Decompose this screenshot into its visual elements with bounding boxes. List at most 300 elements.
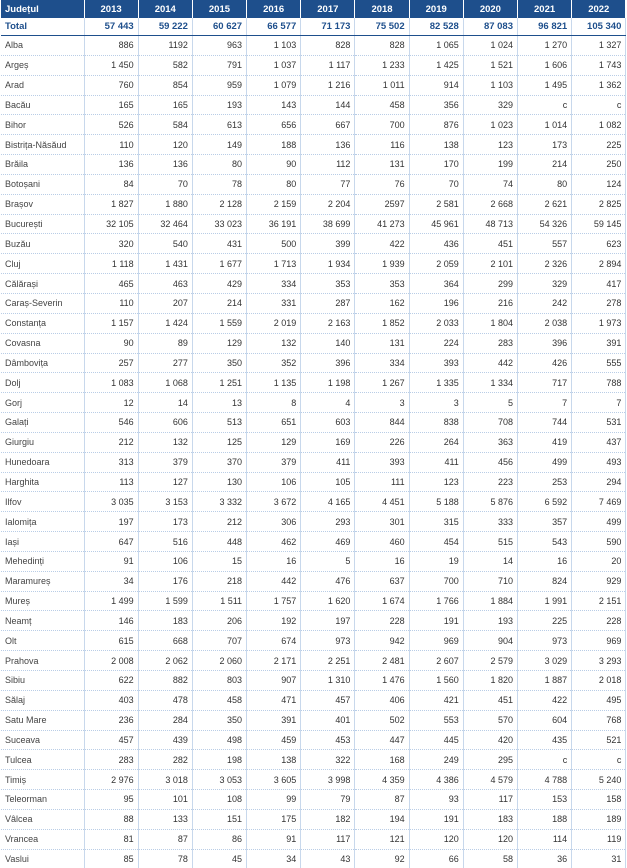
- table-row: [1, 135, 626, 155]
- value-cell: 540: [138, 234, 192, 254]
- value-cell: 1 677: [192, 254, 246, 274]
- value-cell: 153: [518, 790, 572, 810]
- value-cell: 138: [247, 750, 301, 770]
- value-cell: 84: [84, 174, 138, 194]
- value-cell: 448: [192, 532, 246, 552]
- value-cell: 70: [138, 174, 192, 194]
- table-row: [1, 690, 626, 710]
- total-value-cell: 82 528: [409, 18, 463, 36]
- value-cell: 637: [355, 571, 409, 591]
- value-cell: 199: [463, 155, 517, 175]
- value-cell: 436: [409, 234, 463, 254]
- value-cell: 5: [301, 551, 355, 571]
- value-cell: 447: [355, 730, 409, 750]
- value-cell: 526: [84, 115, 138, 135]
- value-cell: 95: [84, 790, 138, 810]
- value-cell: 904: [463, 631, 517, 651]
- county-name-cell: Giurgiu: [1, 432, 84, 452]
- value-cell: 1 934: [301, 254, 355, 274]
- value-cell: 590: [572, 532, 626, 552]
- county-name-cell: Mehedinți: [1, 551, 84, 571]
- value-cell: 283: [84, 750, 138, 770]
- value-cell: 91: [247, 829, 301, 849]
- year-header: 2017: [301, 0, 355, 18]
- value-cell: 4: [301, 393, 355, 413]
- value-cell: 516: [138, 532, 192, 552]
- value-cell: 886: [84, 36, 138, 56]
- value-cell: 3 153: [138, 492, 192, 512]
- value-cell: 828: [355, 36, 409, 56]
- table-row: [1, 75, 626, 95]
- value-cell: 828: [301, 36, 355, 56]
- value-cell: 331: [247, 293, 301, 313]
- value-cell: 7: [572, 393, 626, 413]
- value-cell: 2 101: [463, 254, 517, 274]
- value-cell: 604: [518, 710, 572, 730]
- table-row: [1, 413, 626, 433]
- value-cell: 228: [355, 611, 409, 631]
- value-cell: 2 579: [463, 651, 517, 671]
- value-cell: 2 163: [301, 313, 355, 333]
- value-cell: 2 171: [247, 651, 301, 671]
- value-cell: 1 157: [84, 313, 138, 333]
- value-cell: 451: [463, 690, 517, 710]
- county-name-cell: Mureș: [1, 591, 84, 611]
- value-cell: 278: [572, 293, 626, 313]
- value-cell: 283: [463, 333, 517, 353]
- value-cell: c: [572, 95, 626, 115]
- value-cell: 456: [463, 452, 517, 472]
- value-cell: 329: [518, 274, 572, 294]
- total-value-cell: 60 627: [192, 18, 246, 36]
- value-cell: 2597: [355, 194, 409, 214]
- value-cell: 123: [463, 135, 517, 155]
- value-cell: c: [518, 95, 572, 115]
- value-cell: 45: [192, 849, 246, 868]
- value-cell: 294: [572, 472, 626, 492]
- value-cell: 183: [463, 809, 517, 829]
- value-cell: 129: [192, 333, 246, 353]
- value-cell: 1 083: [84, 373, 138, 393]
- value-cell: 1 117: [301, 55, 355, 75]
- value-cell: 188: [518, 809, 572, 829]
- value-cell: 224: [409, 333, 463, 353]
- value-cell: 973: [518, 631, 572, 651]
- value-cell: 183: [138, 611, 192, 631]
- county-name-cell: Bacău: [1, 95, 84, 115]
- value-cell: 502: [355, 710, 409, 730]
- value-cell: 32 105: [84, 214, 138, 234]
- value-cell: 760: [84, 75, 138, 95]
- value-cell: 1 476: [355, 671, 409, 691]
- value-cell: 844: [355, 413, 409, 433]
- value-cell: 295: [463, 750, 517, 770]
- header-row: [1, 0, 626, 18]
- value-cell: 212: [84, 432, 138, 452]
- value-cell: 2 581: [409, 194, 463, 214]
- county-name-cell: Ialomița: [1, 512, 84, 532]
- value-cell: 350: [192, 353, 246, 373]
- value-cell: 3 035: [84, 492, 138, 512]
- value-cell: 120: [409, 829, 463, 849]
- value-cell: 647: [84, 532, 138, 552]
- value-cell: 1 606: [518, 55, 572, 75]
- value-cell: 80: [518, 174, 572, 194]
- value-cell: 188: [247, 135, 301, 155]
- value-cell: 1 011: [355, 75, 409, 95]
- county-name-cell: București: [1, 214, 84, 234]
- county-name-cell: Suceava: [1, 730, 84, 750]
- table-row: [1, 214, 626, 234]
- table-row: [1, 730, 626, 750]
- table-row: [1, 36, 626, 56]
- value-cell: 5 188: [409, 492, 463, 512]
- value-cell: 4 359: [355, 770, 409, 790]
- value-cell: 1 216: [301, 75, 355, 95]
- value-cell: 113: [84, 472, 138, 492]
- value-cell: 133: [138, 809, 192, 829]
- value-cell: 120: [138, 135, 192, 155]
- value-cell: 803: [192, 671, 246, 691]
- table-row: [1, 849, 626, 868]
- value-cell: 85: [84, 849, 138, 868]
- value-cell: 401: [301, 710, 355, 730]
- value-cell: 1 620: [301, 591, 355, 611]
- value-cell: 451: [463, 234, 517, 254]
- value-cell: 1 884: [463, 591, 517, 611]
- value-cell: 1 431: [138, 254, 192, 274]
- value-cell: 495: [572, 690, 626, 710]
- value-cell: 651: [247, 413, 301, 433]
- value-cell: 3 672: [247, 492, 301, 512]
- value-cell: 1 743: [572, 55, 626, 75]
- value-cell: 1 973: [572, 313, 626, 333]
- total-value-cell: 87 083: [463, 18, 517, 36]
- value-cell: 744: [518, 413, 572, 433]
- value-cell: 34: [84, 571, 138, 591]
- county-name-cell: Constanța: [1, 313, 84, 333]
- value-cell: 99: [247, 790, 301, 810]
- value-cell: 236: [84, 710, 138, 730]
- value-cell: 3 293: [572, 651, 626, 671]
- value-cell: 2 481: [355, 651, 409, 671]
- county-name-cell: Botoșani: [1, 174, 84, 194]
- value-cell: 973: [301, 631, 355, 651]
- value-cell: 2 008: [84, 651, 138, 671]
- value-cell: 15: [192, 551, 246, 571]
- value-cell: 656: [247, 115, 301, 135]
- value-cell: 1 335: [409, 373, 463, 393]
- value-cell: 88: [84, 809, 138, 829]
- value-cell: 110: [84, 293, 138, 313]
- value-cell: 396: [301, 353, 355, 373]
- value-cell: 334: [355, 353, 409, 373]
- value-cell: 20: [572, 551, 626, 571]
- value-cell: 457: [84, 730, 138, 750]
- value-cell: 882: [138, 671, 192, 691]
- table-row: [1, 234, 626, 254]
- value-cell: 3 998: [301, 770, 355, 790]
- county-name-cell: Vâlcea: [1, 809, 84, 829]
- table-row: [1, 512, 626, 532]
- value-cell: 175: [247, 809, 301, 829]
- value-cell: 143: [247, 95, 301, 115]
- county-name-cell: Hunedoara: [1, 452, 84, 472]
- value-cell: 90: [247, 155, 301, 175]
- value-cell: 226: [355, 432, 409, 452]
- value-cell: 420: [463, 730, 517, 750]
- value-cell: 282: [138, 750, 192, 770]
- value-cell: 969: [409, 631, 463, 651]
- value-cell: 191: [409, 809, 463, 829]
- value-cell: 460: [355, 532, 409, 552]
- value-cell: 191: [409, 611, 463, 631]
- value-cell: 379: [138, 452, 192, 472]
- value-cell: 582: [138, 55, 192, 75]
- county-column-header: Județul: [1, 0, 84, 18]
- value-cell: 257: [84, 353, 138, 373]
- table-row: [1, 611, 626, 631]
- value-cell: 117: [301, 829, 355, 849]
- value-cell: 3 605: [247, 770, 301, 790]
- value-cell: 1 827: [84, 194, 138, 214]
- value-cell: 116: [355, 135, 409, 155]
- value-cell: 45 961: [409, 214, 463, 234]
- value-cell: 182: [301, 809, 355, 829]
- value-cell: 531: [572, 413, 626, 433]
- table-row: [1, 790, 626, 810]
- value-cell: 391: [572, 333, 626, 353]
- value-cell: 353: [355, 274, 409, 294]
- value-cell: 38 699: [301, 214, 355, 234]
- year-header: 2021: [518, 0, 572, 18]
- value-cell: 623: [572, 234, 626, 254]
- table-row: [1, 770, 626, 790]
- value-cell: 54 326: [518, 214, 572, 234]
- county-name-cell: Dâmbovița: [1, 353, 84, 373]
- value-cell: 79: [301, 790, 355, 810]
- value-cell: 435: [518, 730, 572, 750]
- value-cell: 463: [138, 274, 192, 294]
- value-cell: 92: [355, 849, 409, 868]
- value-cell: 48 713: [463, 214, 517, 234]
- table-row: [1, 551, 626, 571]
- county-name-cell: Sibiu: [1, 671, 84, 691]
- value-cell: 1 023: [463, 115, 517, 135]
- value-cell: 192: [247, 611, 301, 631]
- value-cell: 396: [518, 333, 572, 353]
- value-cell: 969: [572, 631, 626, 651]
- value-cell: 674: [247, 631, 301, 651]
- county-name-cell: Harghita: [1, 472, 84, 492]
- value-cell: 707: [192, 631, 246, 651]
- value-cell: 216: [463, 293, 517, 313]
- value-cell: 250: [572, 155, 626, 175]
- value-cell: 478: [138, 690, 192, 710]
- value-cell: 105: [301, 472, 355, 492]
- value-cell: 2 059: [409, 254, 463, 274]
- value-cell: 299: [463, 274, 517, 294]
- value-cell: 146: [84, 611, 138, 631]
- value-cell: 242: [518, 293, 572, 313]
- value-cell: 293: [301, 512, 355, 532]
- value-cell: 459: [247, 730, 301, 750]
- value-cell: 1 991: [518, 591, 572, 611]
- value-cell: 1 450: [84, 55, 138, 75]
- value-cell: 1 939: [355, 254, 409, 274]
- value-cell: 4 165: [301, 492, 355, 512]
- value-cell: 249: [409, 750, 463, 770]
- value-cell: 12: [84, 393, 138, 413]
- value-cell: 2 151: [572, 591, 626, 611]
- value-cell: 106: [138, 551, 192, 571]
- value-cell: 89: [138, 333, 192, 353]
- value-cell: 284: [138, 710, 192, 730]
- value-cell: 193: [192, 95, 246, 115]
- value-cell: 570: [463, 710, 517, 730]
- table-row: [1, 393, 626, 413]
- table-row: [1, 353, 626, 373]
- value-cell: 223: [463, 472, 517, 492]
- value-cell: 144: [301, 95, 355, 115]
- value-cell: 1 599: [138, 591, 192, 611]
- value-cell: 329: [463, 95, 517, 115]
- value-cell: 253: [518, 472, 572, 492]
- value-cell: 399: [301, 234, 355, 254]
- county-name-cell: Satu Mare: [1, 710, 84, 730]
- value-cell: 1 424: [138, 313, 192, 333]
- value-cell: 700: [409, 571, 463, 591]
- year-header: 2018: [355, 0, 409, 18]
- value-cell: 1 198: [301, 373, 355, 393]
- value-cell: 1 270: [518, 36, 572, 56]
- value-cell: 108: [192, 790, 246, 810]
- value-cell: 197: [84, 512, 138, 532]
- table-row: [1, 631, 626, 651]
- value-cell: 445: [409, 730, 463, 750]
- value-cell: 439: [138, 730, 192, 750]
- county-name-cell: Galați: [1, 413, 84, 433]
- value-cell: c: [518, 750, 572, 770]
- county-name-cell: Buzău: [1, 234, 84, 254]
- value-cell: c: [572, 750, 626, 770]
- value-cell: 3 018: [138, 770, 192, 790]
- value-cell: 1 766: [409, 591, 463, 611]
- value-cell: 1 024: [463, 36, 517, 56]
- value-cell: 603: [301, 413, 355, 433]
- value-cell: 426: [518, 353, 572, 373]
- value-cell: 218: [192, 571, 246, 591]
- value-cell: 907: [247, 671, 301, 691]
- county-name-cell: Covasna: [1, 333, 84, 353]
- value-cell: 320: [84, 234, 138, 254]
- value-cell: 1 499: [84, 591, 138, 611]
- total-value-cell: 71 173: [301, 18, 355, 36]
- value-cell: 315: [409, 512, 463, 532]
- value-cell: 16: [247, 551, 301, 571]
- value-cell: 3: [409, 393, 463, 413]
- value-cell: 553: [409, 710, 463, 730]
- value-cell: 1 804: [463, 313, 517, 333]
- value-cell: 136: [301, 135, 355, 155]
- value-cell: 70: [409, 174, 463, 194]
- value-cell: 59 145: [572, 214, 626, 234]
- value-cell: 469: [301, 532, 355, 552]
- value-cell: 2 018: [572, 671, 626, 691]
- value-cell: 1 037: [247, 55, 301, 75]
- county-name-cell: Bistrița-Năsăud: [1, 135, 84, 155]
- value-cell: 7 469: [572, 492, 626, 512]
- value-cell: 138: [409, 135, 463, 155]
- value-cell: 4 788: [518, 770, 572, 790]
- value-cell: 124: [572, 174, 626, 194]
- value-cell: 2 033: [409, 313, 463, 333]
- county-name-cell: Vrancea: [1, 829, 84, 849]
- value-cell: 168: [355, 750, 409, 770]
- county-name-cell: Bihor: [1, 115, 84, 135]
- table-row: [1, 532, 626, 552]
- value-cell: 700: [355, 115, 409, 135]
- value-cell: 429: [192, 274, 246, 294]
- value-cell: 19: [409, 551, 463, 571]
- value-cell: 14: [138, 393, 192, 413]
- table-row: [1, 432, 626, 452]
- table-row: [1, 809, 626, 829]
- value-cell: 93: [409, 790, 463, 810]
- value-cell: 1 310: [301, 671, 355, 691]
- value-cell: 125: [192, 432, 246, 452]
- value-cell: 76: [355, 174, 409, 194]
- value-cell: 1 852: [355, 313, 409, 333]
- table-row: [1, 472, 626, 492]
- value-cell: 421: [409, 690, 463, 710]
- value-cell: 1 757: [247, 591, 301, 611]
- value-cell: 173: [138, 512, 192, 532]
- value-cell: 80: [247, 174, 301, 194]
- value-cell: 411: [409, 452, 463, 472]
- value-cell: 277: [138, 353, 192, 373]
- value-cell: 1 065: [409, 36, 463, 56]
- value-cell: 1 880: [138, 194, 192, 214]
- value-cell: 1 674: [355, 591, 409, 611]
- value-cell: 4 386: [409, 770, 463, 790]
- value-cell: 454: [409, 532, 463, 552]
- value-cell: 1 425: [409, 55, 463, 75]
- county-name-cell: Ilfov: [1, 492, 84, 512]
- total-value-cell: 59 222: [138, 18, 192, 36]
- value-cell: 493: [572, 452, 626, 472]
- county-name-cell: Argeș: [1, 55, 84, 75]
- table-row: [1, 710, 626, 730]
- value-cell: 1 820: [463, 671, 517, 691]
- value-cell: 2 038: [518, 313, 572, 333]
- value-cell: 668: [138, 631, 192, 651]
- table-row: [1, 829, 626, 849]
- value-cell: 2 621: [518, 194, 572, 214]
- county-data-table: [1, 0, 626, 868]
- county-name-cell: Călărași: [1, 274, 84, 294]
- value-cell: 498: [192, 730, 246, 750]
- value-cell: 5 240: [572, 770, 626, 790]
- value-cell: 929: [572, 571, 626, 591]
- value-cell: 74: [463, 174, 517, 194]
- value-cell: 1 327: [572, 36, 626, 56]
- table-row: [1, 194, 626, 214]
- total-row: [1, 18, 626, 36]
- year-header: 2020: [463, 0, 517, 18]
- county-name-cell: Iași: [1, 532, 84, 552]
- county-name-cell: Brăila: [1, 155, 84, 175]
